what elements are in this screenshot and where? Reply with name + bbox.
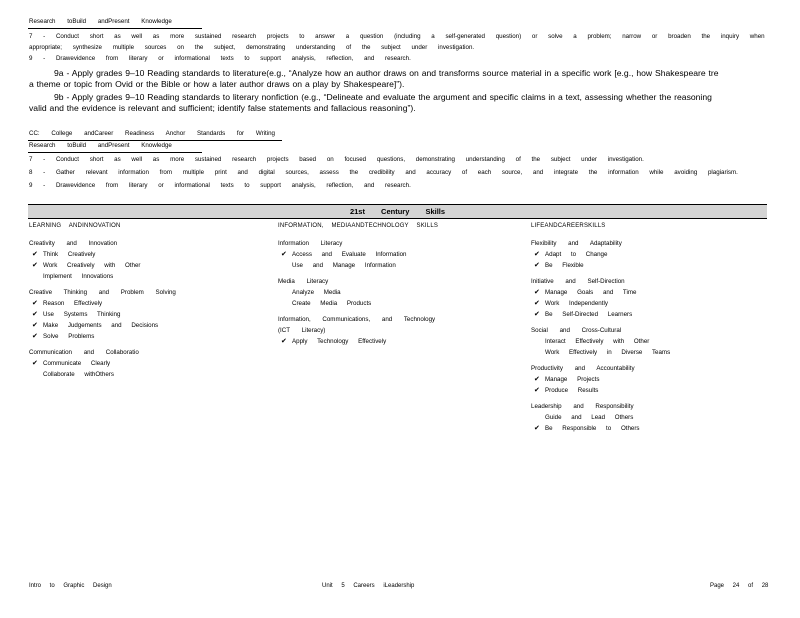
- skill-group: [531, 325, 670, 358]
- column-heading: LEARNING ANDINNOVATION: [29, 223, 121, 229]
- standard-9a-line2: a theme or topic from Ovid or the Bible or how a later author draws on a play by Shakespeare]”).: [29, 79, 405, 89]
- checkmark-icon: ✔: [281, 338, 287, 345]
- skills-band-title: 21st Century Skills: [28, 204, 767, 219]
- skill-group: [278, 238, 438, 271]
- skill-group: [531, 363, 670, 396]
- checkmark-icon: ✔: [32, 333, 38, 340]
- standard-9: 9 - Drawevidence from literary or informational texts to support analysis, reflection, and research.: [29, 55, 411, 62]
- skill-group: [29, 238, 176, 282]
- skill-group-title: Flexibility and Adaptability: [531, 240, 622, 247]
- cc-standard-9: 9 - Drawevidence from literary or informational texts to support analysis, reflection, and research.: [29, 182, 411, 189]
- standard-9a-line1: 9a - Apply grades 9–10 Reading standards to literature(e.g., “Analyze how an author draws on and transforms source material in a specific work [e.g., how Shakespeare tre: [54, 68, 719, 78]
- skill-group-title: Productivity and Accountability: [531, 365, 635, 372]
- column-heading: INFORMATION, MEDIAANDTECHNOLOGY SKILLS: [278, 223, 439, 229]
- skills-column-learning: [29, 223, 176, 380]
- skill-group-title: Information, Communications, and Technology: [278, 316, 436, 323]
- cc-section-header: Research toBuild andPresent Knowledge: [29, 142, 172, 149]
- standard-7-line1: 7 - Conduct short as well as more sustained research projects to answer a question (including a self-generated question) or solve a problem; narrow or broaden the inquiry when: [29, 33, 765, 40]
- skill-item: ✔ Access and Evaluate Information: [281, 251, 407, 258]
- checkmark-icon: ✔: [534, 289, 540, 296]
- skill-group-title: Creativity and Innovation: [29, 240, 118, 247]
- footer-unit: Unit 5 Careers iLeadership: [322, 583, 415, 589]
- checkmark-icon: ✔: [32, 311, 38, 318]
- skill-item: ✔ Be Self-Directed Learners: [534, 311, 633, 318]
- skill-group-subtitle: (ICT Literacy): [278, 327, 326, 334]
- skill-item: ✔ Work Creatively with Other: [32, 262, 141, 269]
- section-header-rule: [28, 28, 202, 29]
- skill-group: [531, 401, 670, 434]
- footer-page-number: Page 24 of 28: [710, 583, 769, 589]
- checkmark-icon: ✔: [32, 251, 38, 258]
- checkmark-icon: ✔: [534, 376, 540, 383]
- skill-group: [29, 347, 176, 380]
- standard-7-line2: appropriate; synthesize multiple sources on the subject, demonstrating understanding of the subject under investigation.: [29, 44, 475, 51]
- skill-item: Analyze Media: [292, 289, 341, 296]
- skill-group: [29, 287, 176, 342]
- skill-item: ✔ Think Creatively: [32, 251, 96, 258]
- skill-item: Collaborate withOthers: [43, 371, 114, 378]
- cc-title-rule: [28, 140, 282, 141]
- skill-item: ✔ Solve Problems: [32, 333, 95, 340]
- checkmark-icon: ✔: [534, 262, 540, 269]
- cc-standard-8: 8 - Gather relevant information from multiple print and digital sources, assess the credibility and accuracy of each source, and integrate the information while avoiding plagiarism.: [29, 169, 738, 176]
- skill-item: ✔ Manage Goals and Time: [534, 289, 637, 296]
- skill-item: ✔ Communicate Clearly: [32, 360, 111, 367]
- skill-group-title: Creative Thinking and Problem Solving: [29, 289, 176, 296]
- cc-anchor-title: CC: College andCareer Readiness Anchor Standards for Writing: [29, 130, 275, 137]
- skill-item: Interact Effectively with Other: [545, 338, 650, 345]
- skill-group: [531, 238, 670, 271]
- skill-item: Implement Innovations: [43, 273, 114, 280]
- checkmark-icon: ✔: [534, 251, 540, 258]
- checkmark-icon: ✔: [534, 311, 540, 318]
- skills-column-life-career: [531, 223, 670, 434]
- skill-item: ✔ Work Independently: [534, 300, 608, 307]
- skill-item: ✔ Reason Effectively: [32, 300, 103, 307]
- checkmark-icon: ✔: [32, 262, 38, 269]
- checkmark-icon: ✔: [32, 300, 38, 307]
- skill-item: Work Effectively in Diverse Teams: [545, 349, 671, 356]
- skill-item: ✔ Make Judgements and Decisions: [32, 322, 159, 329]
- skill-group-title: Information Literacy: [278, 240, 343, 247]
- skill-item: ✔ Be Flexible: [534, 262, 584, 269]
- checkmark-icon: ✔: [534, 300, 540, 307]
- skill-item: Create Media Products: [292, 300, 372, 307]
- checkmark-icon: ✔: [534, 425, 540, 432]
- checkmark-icon: ✔: [32, 322, 38, 329]
- skill-group-title: Initiative and Self-Direction: [531, 278, 625, 285]
- skill-item: ✔ Use Systems Thinking: [32, 311, 121, 318]
- checkmark-icon: ✔: [534, 387, 540, 394]
- skill-item: ✔ Apply Technology Effectively: [281, 338, 387, 345]
- standard-9b-line2: valid and the evidence is relevant and sufficient; identify false statements and fallacious reasoning”).: [29, 103, 416, 113]
- skill-group: [278, 314, 438, 347]
- skill-group-title: Communication and Collaboratio: [29, 349, 139, 356]
- checkmark-icon: ✔: [281, 251, 287, 258]
- skills-column-information: [278, 223, 438, 347]
- skill-group: [531, 276, 670, 320]
- cc-header-rule: [28, 152, 202, 153]
- skill-item: Guide and Lead Others: [545, 414, 634, 421]
- skill-group-title: Media Literacy: [278, 278, 329, 285]
- skill-item: ✔ Manage Projects: [534, 376, 600, 383]
- skill-item: ✔ Be Responsible to Others: [534, 425, 640, 432]
- skill-item: Use and Manage Information: [292, 262, 396, 269]
- footer-course-title: Intro to Graphic Design: [29, 583, 112, 589]
- cc-standard-7: 7 - Conduct short as well as more sustained research projects based on focused questions, demonstrating understanding of the subject under investigation.: [29, 156, 644, 163]
- skill-item: ✔ Adapt to Change: [534, 251, 608, 258]
- section-header-research: Research toBuild andPresent Knowledge: [29, 18, 172, 25]
- skill-item: ✔ Produce Results: [534, 387, 599, 394]
- skill-group-title: Leadership and Responsibility: [531, 403, 634, 410]
- column-heading: LIFEANDCAREERSKILLS: [531, 223, 606, 229]
- standard-9b-line1: 9b - Apply grades 9–10 Reading standards to literary nonfiction (e.g., “Delineate and evaluate the argument and specific claims in a text, assessing whether the reasoning: [54, 92, 712, 102]
- checkmark-icon: ✔: [32, 360, 38, 367]
- skill-group: [278, 276, 438, 309]
- skill-group-title: Social and Cross-Cultural: [531, 327, 622, 334]
